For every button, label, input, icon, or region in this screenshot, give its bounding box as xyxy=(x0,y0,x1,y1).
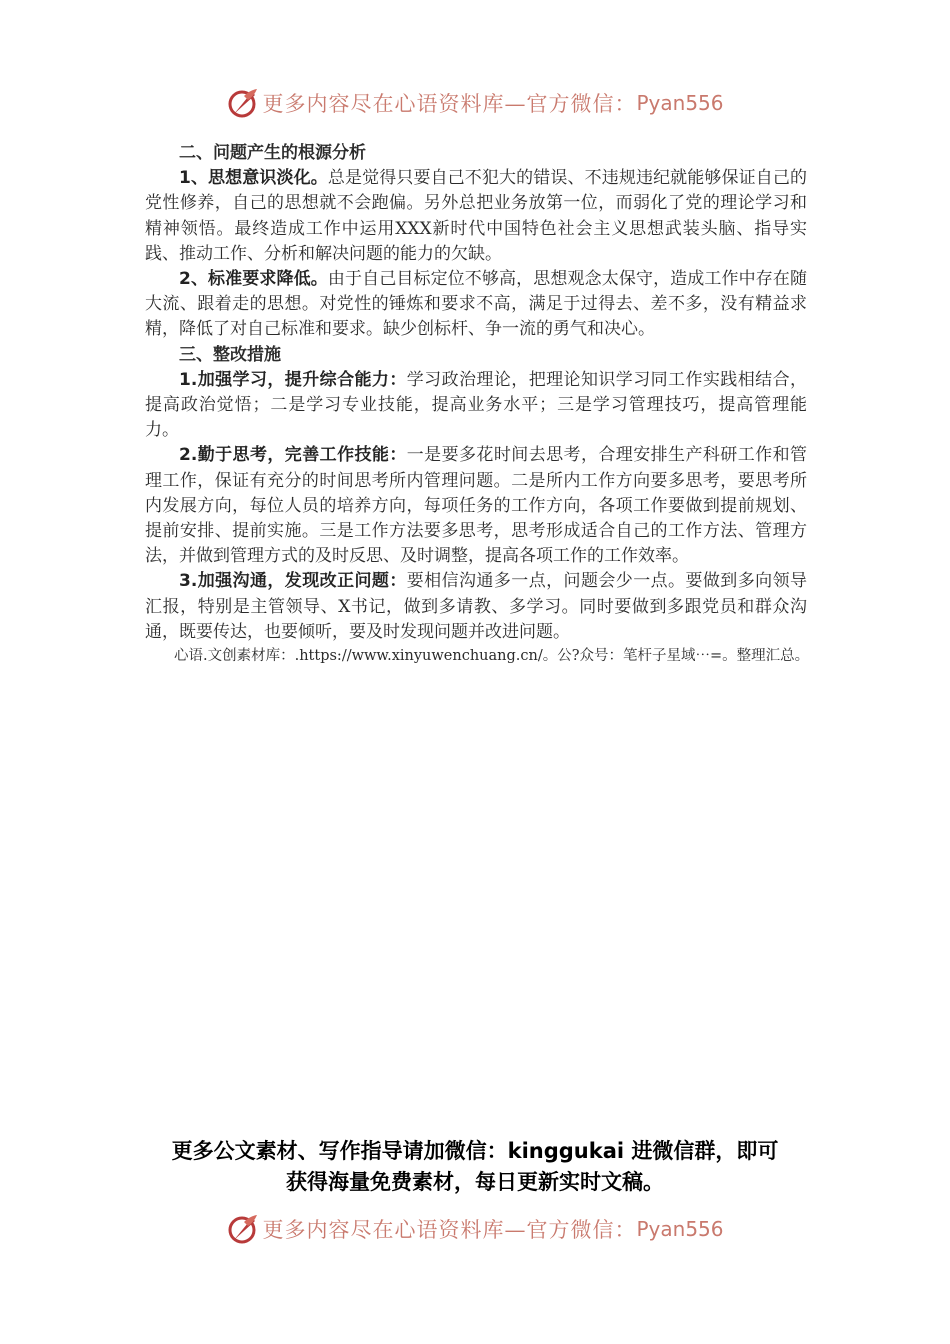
paragraph-root-cause-1 xyxy=(145,166,807,267)
banner-handle: Pyan556 xyxy=(636,91,724,115)
quill-logo-icon xyxy=(226,1212,260,1246)
paragraph-measure-3 xyxy=(145,569,807,645)
paragraph-lead: 1、思想意识淡化。 xyxy=(179,168,328,189)
banner-text: 更多内容尽在心语资料库—官方微信： xyxy=(262,92,637,116)
source-line: 心语.文创素材库：.https://www.xinyuwenchuang.cn/。公?众号：笔杆子星域⋯=。整理汇总。 xyxy=(174,648,810,665)
paragraph-lead: 3.加强沟通，发现改正问题： xyxy=(179,571,407,592)
header-banner xyxy=(0,83,950,123)
paragraph-lead: 2.勤于思考，完善工作技能： xyxy=(179,445,407,466)
paragraph-measure-1 xyxy=(145,368,807,444)
paragraph-text: 总是觉得只要自己不犯大的错误、不违规违纪就能够保证自己的党性修养，自己的思想就不会跑偏。另外总把业务放第一位，而弱化了党的理论学习和精神领悟。最终造成工作中运用XXX新时代中国特色社会主义思想武装头脑、指导实践、推动工作、分析和解决问题的能力的欠缺。 xyxy=(145,168,807,264)
paragraph-lead: 2、标准要求降低。 xyxy=(179,269,328,290)
banner-handle: Pyan556 xyxy=(636,1217,724,1241)
paragraph-measure-2 xyxy=(145,443,807,569)
paragraph-text: 一是要多花时间去思考，合理安排生产科研工作和管理工作，保证有充分的时间思考所内管理问题。二是所内工作方向要多思考，要思考所内发展方向，每位人员的培养方向，每项任务的工作方向，各项工作要做到提前规划、提前安排、提前实施。三是工作方法要多思考，思考形成适合自己的工作方法、管理方法，并做到管理方式的及时反思、及时调整，提高各项工作的工作效率。 xyxy=(145,445,807,567)
paragraph-text: 由于自己目标定位不够高，思想观念太保守，造成工作中存在随大流、跟着走的思想。对党性的锤炼和要求不高，满足于过得去、差不多，没有精益求精，降低了对自己标准和要求。缺少创标杆、争一流的勇气和决心。 xyxy=(145,269,807,340)
paragraph-text: 要相信沟通多一点，问题会少一点。要做到多向领导汇报，特别是主管领导、X书记，做到多请教、多学习。同时要做到多跟党员和群众沟通，既要传达，也要倾听，要及时发现问题并改进问题。 xyxy=(145,571,807,642)
promo-line-1: 更多公文素材、写作指导请加微信：kinggukai 进微信群，即可 xyxy=(171,1139,779,1163)
paragraph-text: 学习政治理论，把理论知识学习同工作实践相结合，提高政治觉悟；二是学习专业技能，提高业务水平；三是学习管理技巧，提高管理能力。 xyxy=(145,369,807,441)
paragraph-root-cause-2 xyxy=(145,267,807,343)
footer-banner xyxy=(0,1209,950,1249)
banner-text: 更多内容尽在心语资料库—官方微信： xyxy=(262,1218,637,1242)
promo-block xyxy=(0,1136,950,1198)
paragraph-lead: 1.加强学习，提升综合能力： xyxy=(179,369,407,390)
section-heading-measures: 三、整改措施 xyxy=(179,344,281,365)
document-body xyxy=(145,141,810,667)
section-heading-root-cause: 二、问题产生的根源分析 xyxy=(179,143,366,163)
quill-logo-icon xyxy=(226,86,260,120)
promo-line-2: 获得海量免费素材，每日更新实时文稿。 xyxy=(286,1170,664,1194)
